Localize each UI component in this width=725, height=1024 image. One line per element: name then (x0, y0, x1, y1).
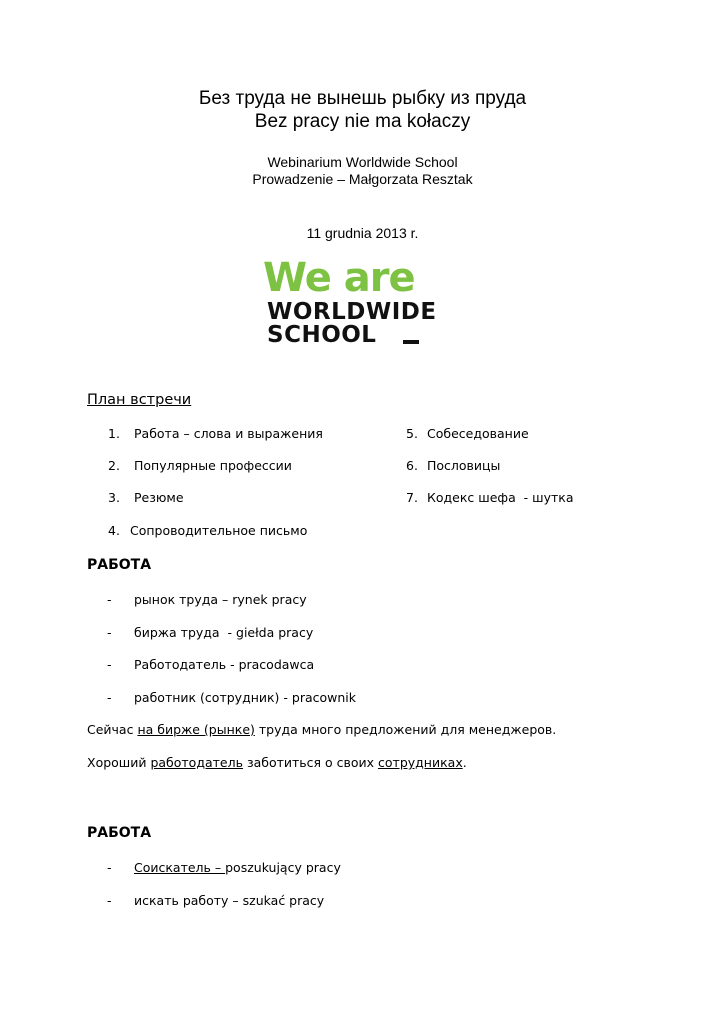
list-item: биржа труда - giełda pracy (134, 625, 314, 640)
logo-worldwide: WORLDWIDE (267, 299, 437, 325)
plan-item-4: Сопроводительное письмо (130, 523, 308, 538)
bullet-dash: - (107, 690, 112, 705)
plan-item-7: Кодекс шефа - шутка (427, 490, 574, 505)
plan-item-6: Пословицы (427, 458, 501, 473)
example-sentence-2: Хороший работодатель заботиться о своих сотрудниках. (87, 755, 467, 770)
worldwide-school-logo (263, 255, 473, 348)
plan-item-1: Работа – слова и выражения (134, 426, 323, 441)
plan-heading: План встречи (87, 392, 192, 408)
plan-item-4-num: 4. (108, 523, 120, 538)
example-sentence-1: Сейчас на бирже (рынке) труда много предложений для менеджеров. (87, 722, 557, 737)
list-item: работник (сотрудник) - pracownik (134, 690, 356, 705)
list-item: Соискатель – poszukujący pracy (134, 860, 341, 875)
title-polish: Bez pracy nie ma kołaczy (254, 111, 471, 132)
logo-school: SCHOOL (267, 322, 377, 348)
plan-item-1-num: 1. (108, 426, 120, 441)
plan-item-5-num: 5. (406, 426, 418, 441)
title-russian: Без труда не вынешь рыбку из пруда (198, 88, 527, 109)
plan-item-2: Популярные профессии (134, 458, 292, 473)
list-item: рынок труда – rynek pracy (134, 592, 307, 607)
section-heading-rabota-1: РАБОТА (87, 557, 152, 573)
plan-item-7-num: 7. (406, 490, 418, 505)
section-heading-rabota-2: РАБОТА (87, 825, 152, 841)
plan-item-3: Резюме (134, 490, 184, 505)
bullet-dash: - (107, 625, 112, 640)
webinar-name: Webinarium Worldwide School (267, 154, 458, 170)
plan-item-6-num: 6. (406, 458, 418, 473)
list-item: Работодатель - pracodawca (134, 657, 315, 672)
logo-we-are: We are (263, 255, 415, 301)
bullet-dash: - (107, 592, 112, 607)
bullet-dash: - (107, 657, 112, 672)
date-line: 11 grudnia 2013 r. (306, 225, 419, 241)
plan-item-3-num: 3. (108, 490, 120, 505)
bullet-dash: - (107, 860, 112, 875)
host-line: Prowadzenie – Małgorzata Resztak (252, 171, 473, 187)
list-item: искать работу – szukać pracy (134, 893, 325, 908)
logo-underscore-bar (403, 340, 419, 344)
plan-item-5: Собеседование (427, 426, 529, 441)
plan-item-2-num: 2. (108, 458, 120, 473)
bullet-dash: - (107, 893, 112, 908)
